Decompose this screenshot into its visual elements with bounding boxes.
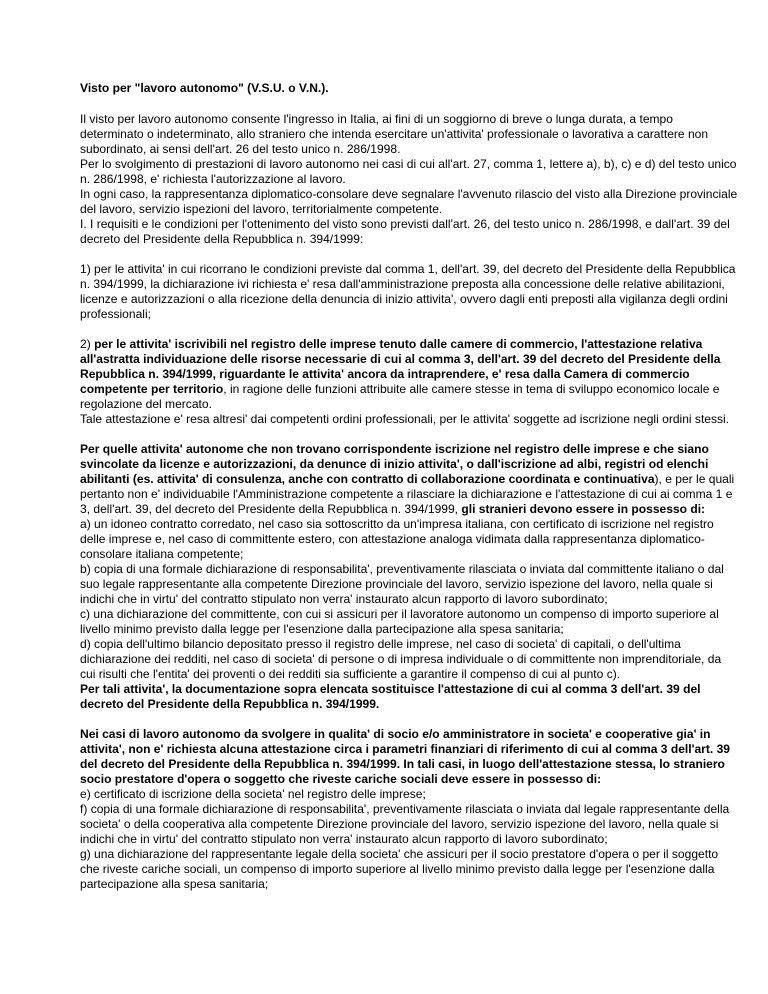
section-4-bold: Nei casi di lavoro autonomo da svolgere in qualita' di socio e/o amministratore in societa' e cooperative gia' in attivita', non e' richiesta alcuna attestazione circa i parametri finanziari di riferimento di cui al comma 3 dell'art. 39 del decreto del Presidente della Repubblica n. 394/1999. In tali casi, in luogo dell'attestazione stessa, lo straniero socio prestatore d'opera o soggetto che riveste cariche sociali deve essere in possesso di: bbox=[80, 727, 730, 786]
section-3-item-c: c) una dichiarazione del committente, con cui si assicuri per il lavoratore autonomo un compenso di importo superiore al livello minimo previsto dalla legge per l'esenzione dalla partecipazione alla spesa sanitaria; bbox=[80, 607, 719, 636]
section-3-bold-1: Per quelle attivita' autonome che non trovano corrispondente iscrizione nel registro delle imprese e che siano svincolate da licenze e autorizzazioni, da denunce di inizio attivita', o dall'iscrizione ad albi, registri od elenchi abilitanti (es. attivita' di consulenza, anche con contratto di collaborazione coordinata e continuativa bbox=[80, 442, 709, 486]
section-4-item-g: g) una dichiarazione del rappresentante legale della societa' che assicuri per il socio prestatore d'opera o per il soggetto che riveste cariche sociali, un compenso di importo superiore al livello minimo previsto dalla legge per l'esenzione dalla partecipazione alla spesa sanitaria; bbox=[80, 847, 719, 891]
intro-paragraph-4: I. I requisiti e le condizioni per l'ottenimento del visto sono previsti dall'art. 26, del testo unico n. 286/1998, e dall'art. 39 del decreto del Presidente della Repubblica n. 394/1999: bbox=[80, 217, 730, 246]
section-3-item-a: a) un idoneo contratto corredato, nel caso sia sottoscritto da un'impresa italiana, con certificato di iscrizione nel registro delle imprese e, nel caso di committente estero, con attestazione analoga vidimata dalla rappresentanza diplomatico-consolare italiana competente; bbox=[80, 517, 714, 561]
intro-paragraph-3: In ogni caso, la rappresentanza diplomatico-consolare deve segnalare l'avvenuto rilascio del visto alla Direzione provinciale del lavoro, servizio ispezioni del lavoro, territorialmente competente. bbox=[80, 187, 738, 216]
point-1: 1) per le attivita' in cui ricorrano le condizioni previste dal comma 1, dell'art. 39, del decreto del Presidente della Repubblica n. 394/1999, la dichiarazione ivi richiesta e' resa dall'amministrazione preposta alla concessione delle relative abilitazioni, licenze e autorizzazioni o alla ricezione della denuncia di inizio attivita', ovvero dagli enti preposti alla vigilanza degli ordini professionali; bbox=[80, 262, 736, 321]
section-3-item-d: d) copia dell'ultimo bilancio depositato presso il registro delle imprese, nel caso di societa' di capitali, o dell'ultima dichiarazione dei redditi, nel caso di societa' di persone o di impresa individuale o di committente non imprenditoriale, da cui risulti che l'entita' dei proventi o dei redditi sia sufficiente a garantire il compenso di cui al punto c). bbox=[80, 637, 722, 681]
section-3-item-b: b) copia di una formale dichiarazione di responsabilita', preventivamente rilasciata o inviata dal committente italiano o dal suo legale rappresentante alla competente Direzione provinciale del lavoro, servizio ispezione del lavoro, nella quale si indichi che in virtu' del contratto stipulato non verra' instaurato alcun rapporto di lavoro subordinato; bbox=[80, 562, 724, 606]
point-2 bbox=[80, 337, 738, 412]
section-3-closing bbox=[80, 682, 738, 712]
point-2-rest: , in ragione delle funzioni attribuite alle camere stesse in tema di sviluppo economico locale e regolazione del mercato. bbox=[80, 382, 720, 411]
section-4-intro bbox=[80, 727, 738, 787]
document-body bbox=[80, 81, 738, 892]
section-4-item-e: e) certificato di iscrizione della societa' nel registro delle imprese; bbox=[80, 787, 426, 801]
section-3-closing-text: Per tali attivita', la documentazione sopra elencata sostituisce l'attestazione di cui al comma 3 dell'art. 39 del decreto del Presidente della Repubblica n. 394/1999. bbox=[80, 682, 701, 711]
section-3-bold-2: gli stranieri devono essere in possesso di: bbox=[461, 502, 706, 516]
intro-paragraph-1: Il visto per lavoro autonomo consente l'ingresso in Italia, ai fini di un soggiorno di breve o lunga durata, a tempo determinato o indeterminato, allo straniero che intenda esercitare un'attivita' professionale o lavorativa a carattere non subordinato, ai sensi dell'art. 26 del testo unico n. 286/1998. bbox=[80, 112, 709, 156]
section-3-intro bbox=[80, 442, 738, 517]
intro-paragraph-2: Per lo svolgimento di prestazioni di lavoro autonomo nei casi di cui all'art. 27, comma 1, lettere a), b), c) e d) del testo unico n. 286/1998, e' richiesta l'autorizzazione al lavoro. bbox=[80, 157, 737, 186]
point-2-bold: per le attivita' iscrivibili nel registro delle imprese tenuto dalle camere di commercio, l'attestazione relativa all'astratta individuazione delle risorse necessarie di cui al comma 3, dell'art. 39 del decreto del Presidente della Repubblica n. 394/1999, riguardante le attivita' ancora da intraprendere, e' resa dalla Camera di commercio competente per territorio bbox=[80, 337, 721, 396]
point-2-extra: Tale attestazione e' resa altresi' dai competenti ordini professionali, per le attivita' soggette ad iscrizione negli ordini stessi. bbox=[80, 412, 730, 426]
point-2-prefix: 2) bbox=[80, 337, 95, 351]
section-4-item-f: f) copia di una formale dichiarazione di responsabilita', preventivamente rilasciata o inviata dal legale rappresentante della societa' o della cooperativa alla competente Direzione provinciale del lavoro, servizio ispezione del lavoro, nella quale si indichi che in virtu' del contratto stipulato non verra' instaurato alcun rapporto di lavoro subordinato; bbox=[80, 802, 730, 846]
document-title: Visto per "lavoro autonomo" (V.S.U. o V.N.). bbox=[80, 81, 329, 95]
section-3-mid: ), e per le quali pertanto non e' individuabile l'Amministrazione competente a rilasciare la dichiarazione e l'attestazione di cui ai comma 1 e 3, dell'art. 39, del decreto del Presidente della Repubblica n. 394/1999, bbox=[80, 472, 735, 516]
